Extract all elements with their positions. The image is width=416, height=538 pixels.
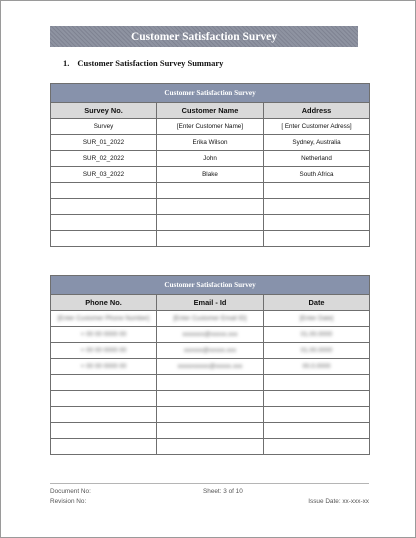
table-cell [157,407,264,423]
table-cell [157,199,264,215]
table-row [51,407,370,423]
table-cell [264,231,370,247]
table-cell [157,183,264,199]
table-cell [51,119,157,135]
table-cell [264,391,370,407]
cell-text: SUR_01_2022 [82,139,125,146]
table-row [51,343,370,359]
table-cell [51,167,157,183]
table-row [51,151,370,167]
table-cell [264,215,370,231]
table-cell [264,135,370,151]
footer-divider [50,483,369,484]
document-no-label: Document No: [50,488,91,495]
table-cell [51,407,157,423]
cell-text: SUR_02_2022 [82,155,125,162]
table-cell [264,423,370,439]
table-row [51,167,370,183]
cell-text: SUR_03_2022 [82,171,125,178]
table-cell [51,135,157,151]
table-cell [264,359,370,375]
table-cell [51,327,157,343]
table-cell [157,311,264,327]
table-cell [157,231,264,247]
section-title: Customer Satisfaction Survey Summary [77,58,224,68]
column-header-address: Address [264,103,370,119]
column-header-customer-name: Customer Name [157,103,264,119]
table-cell [157,343,264,359]
table-row [51,183,370,199]
table-caption: Customer Satisfaction Survey [51,276,370,295]
cell-text: [Enter Customer Phone Number] [57,315,150,322]
table-cell [264,327,370,343]
table-cell [157,391,264,407]
table-cell [157,375,264,391]
table-cell [51,183,157,199]
table-cell [264,183,370,199]
table-row [51,327,370,343]
table-cell [51,215,157,231]
cell-text: 00.0.0000 [302,363,331,370]
table-cell [157,327,264,343]
contact-details-table [50,275,370,455]
table-row [51,423,370,439]
cell-text: Survey [93,123,114,130]
table-row [51,391,370,407]
cell-text: [Enter Customer Name] [176,123,244,130]
table-cell [51,375,157,391]
column-header-date: Date [264,295,370,311]
document-title: Customer Satisfaction Survey [50,26,358,47]
table-cell [264,439,370,455]
table-cell [51,391,157,407]
table-row [51,439,370,455]
table-row [51,215,370,231]
section-heading [63,58,223,68]
cell-text: Sydney, Australia [292,139,341,146]
table-row [51,231,370,247]
table-cell [264,199,370,215]
cell-text: + 00 00 0000 00 [80,363,127,370]
cell-text: Erika Wilson [192,139,228,146]
table-row [51,135,370,151]
cell-text: [Enter Customer Email ID] [173,315,247,322]
table-cell [264,119,370,135]
cell-text: 01.00.0000 [300,347,333,354]
table-cell [51,231,157,247]
table-cell [51,151,157,167]
issue-date: Issue Date: xx-xxx-xx [308,498,369,505]
table-cell [51,439,157,455]
cell-text: [Enter Date] [299,315,334,322]
table-cell [157,119,264,135]
table-cell [264,311,370,327]
table-cell [157,151,264,167]
table-row [51,359,370,375]
table-cell [51,311,157,327]
revision-no-label: Revision No: [50,498,87,505]
table-cell [51,199,157,215]
cell-text: Netherland [301,155,332,162]
table-cell [264,407,370,423]
column-header-survey-no: Survey No. [51,103,157,119]
cell-text: [ Enter Customer Adress] [281,123,352,130]
table-cell [51,423,157,439]
table-cell [157,135,264,151]
table-cell [51,359,157,375]
table-cell [157,439,264,455]
cell-text: Blake [202,171,218,178]
table-cell [157,167,264,183]
cell-text: xxxxxxx@xxxxx.xxx [182,331,238,338]
column-header-phone-no: Phone No. [51,295,157,311]
table-cell [264,343,370,359]
table-row [51,119,370,135]
cell-text: + 00 00 0000 00 [80,331,127,338]
survey-summary-table [50,83,370,247]
cell-text: 01.00.0000 [300,331,333,338]
table-cell [264,167,370,183]
cell-text: + 00 00 0000 00 [80,347,127,354]
column-header-email-id: Email - Id [157,295,264,311]
table-row [51,199,370,215]
table-cell [157,423,264,439]
table-cell [157,215,264,231]
cell-text: xxxxxx@xxxxx.xxx [183,347,237,354]
cell-text: John [203,155,217,162]
cell-text: South Africa [299,171,334,178]
section-number: 1. [63,58,70,68]
table-caption: Customer Satisfaction Survey [51,84,370,103]
table-cell [264,375,370,391]
table-row [51,375,370,391]
table-cell [157,359,264,375]
table-cell [264,151,370,167]
table-row [51,311,370,327]
sheet-number: Sheet: 3 of 10 [203,488,243,495]
cell-text: xxxxxxxxxx@xxxxx.xxx [177,363,243,370]
table-cell [51,343,157,359]
